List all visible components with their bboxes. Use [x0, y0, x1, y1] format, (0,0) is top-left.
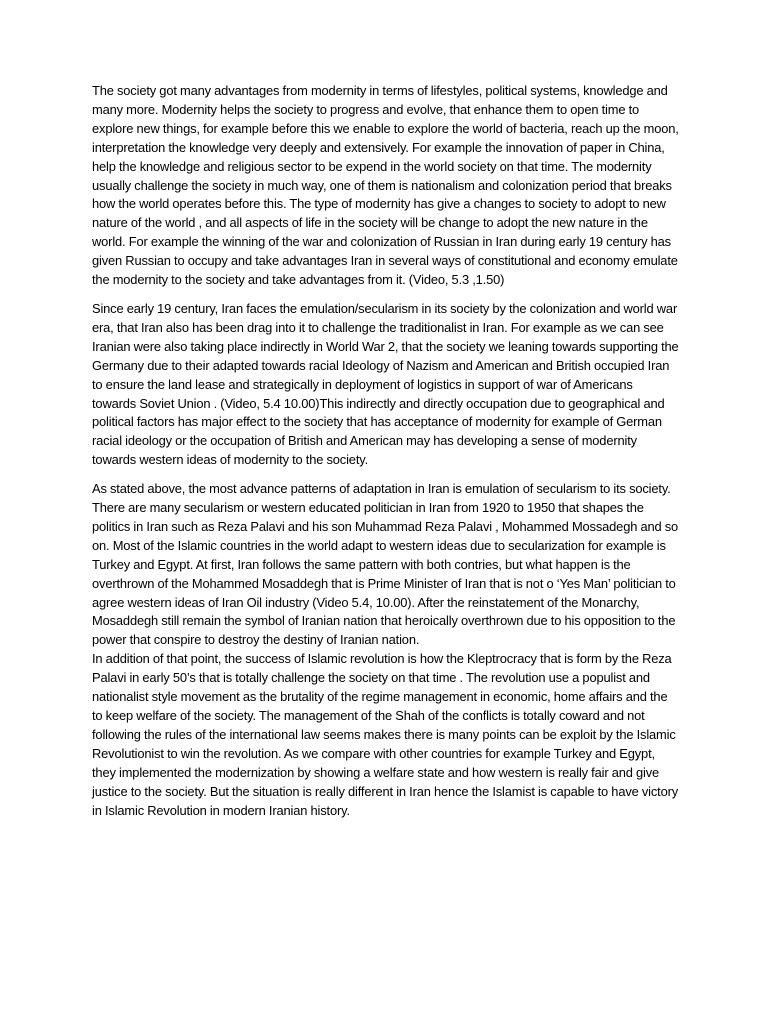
paragraph-islamic-revolution: In addition of that point, the success of Islamic revolution is how the Kleptrocracy that is form by the Reza Palavi in early 50’s that is totally challenge the society on that time . The revolution use a populist and nationalist style movement as the brutality of the regime management in economic, home affairs and the to keep welfare of the society. The management of the Shah of the conflicts is totally coward and not following the rules of the international law seems makes there is many points can be exploit by the Islamic Revolutionist to win the revolution. As we compare with other countries for example Turkey and Egypt, they implemented the modernization by showing a welfare state and how western is really fair and give justice to the society. But the situation is really different in Iran hence the Islamist is capable to have victory in Islamic Revolution in modern Iranian history. [92, 651, 679, 818]
document-page [92, 82, 680, 830]
paragraph-modernity-advantages: The society got many advantages from modernity in terms of lifestyles, political systems, knowledge and many more. Modernity helps the society to progress and evolve, that enhance them to open time to explore new things, for example before this we enable to explore the world of bacteria, reach up the moon, interpretation the knowledge very deeply and extensively. For example the innovation of paper in China, help the knowledge and religious sector to be expend in the world society on that time. The modernity usually challenge the society in much way, one of them is nationalism and colonization period that breaks how the world operates before this. The type of modernity has give a changes to society to adopt to new nature of the world , and all aspects of life in the society will be change to adopt the new nature in the world. For example the winning of the war and colonization of Russian in Iran during early 19 century has given Russian to occupy and take advantages Iran in several ways of constitutional and economy emulate the modernity to the society and take advantages from it. (Video, 5.3 ,1.50) [92, 83, 679, 288]
paragraph-iran-emulation: Since early 19 century, Iran faces the emulation/secularism in its society by the colonization and world war era, that Iran also has been drag into it to challenge the traditionalist in Iran. For example as we can see Iranian were also taking place indirectly in World War 2, that the society we leaning towards supporting the Germany due to their adapted towards racial Ideology of Nazism and American and British occupied Iran to ensure the land lease and strategically in deployment of logistics in support of war of Americans towards Soviet Union . (Video, 5.4 10.00)This indirectly and directly occupation due to geographical and political factors has major effect to the society that has acceptance of modernity for example of German racial ideology or the occupation of British and American may has developing a sense of modernity towards western ideas of modernity to the society. [92, 300, 679, 468]
paragraph-secularism-adaptation: As stated above, the most advance patterns of adaptation in Iran is emulation of secularism to its society. There are many secularism or western educated politician in Iran from 1920 to 1950 that shapes the politics in Iran such as Reza Palavi and his son Muhammad Reza Palavi , Mohammed Mossadegh and so on. Most of the Islamic countries in the world adapt to western ideas due to secularization for example is Turkey and Egypt. At first, Iran follows the same pattern with both contries, but what happen is the overthrown of the Mohammed Mosaddegh that is Prime Minister of Iran that is not o ‘Yes Man’ politician to agree western ideas of Iran Oil industry (Video 5.4, 10.00). After the reinstatement of the Monarchy, Mosaddegh still remain the symbol of Iranian nation that heroically overthrown due to his opposition to the power that conspire to destroy the destiny of Iranian nation. [92, 481, 679, 648]
